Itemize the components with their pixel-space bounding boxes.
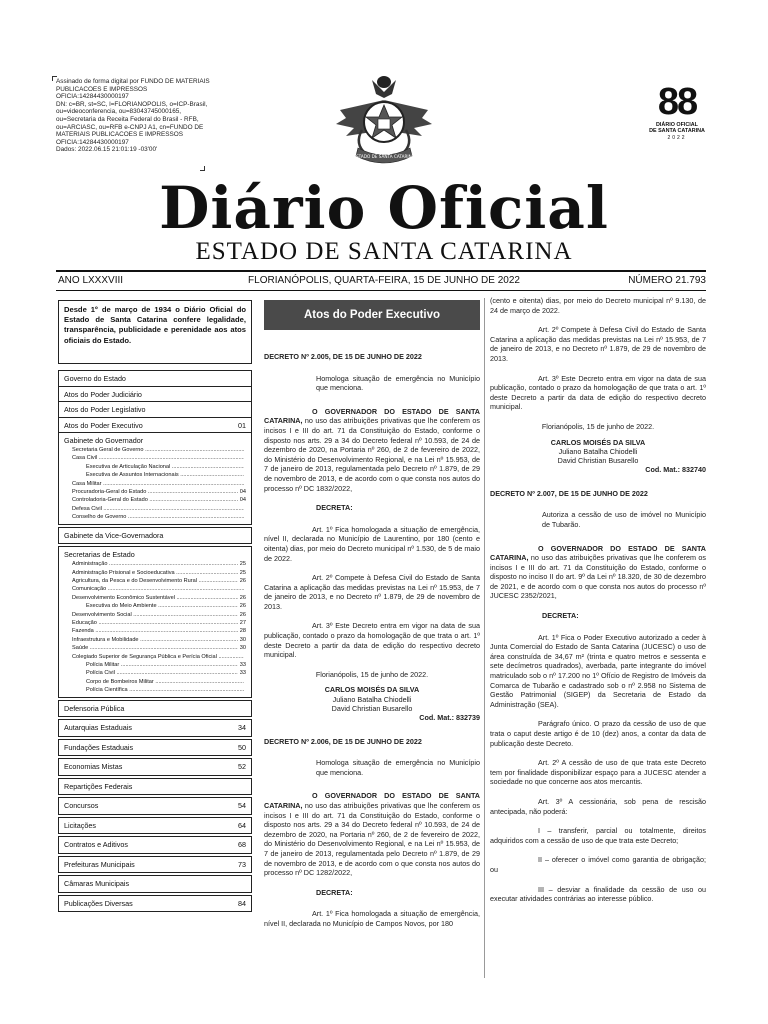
toc-label: Repartições Federais xyxy=(64,781,133,791)
toc-item-executivo[interactable] xyxy=(59,418,251,434)
decree-preamble xyxy=(264,407,480,493)
inciso-3: III – desviar a finalidade da cessão de uso ou executar atividades contrárias ao interesse público. xyxy=(490,884,706,904)
section-header-poder-executivo: Atos do Poder Executivo xyxy=(264,300,480,330)
paragrafo-unico: Parágrafo único. O prazo da cessão de uso de que trata o caput deste artigo é de 10 (dez) anos, a contar da data de publicação deste Decreto. xyxy=(490,719,706,748)
digital-signature-text: Assinado de forma digital por FUNDO DE MATERIAIS PUBLICACOES E IMPRESSOS OFICIA:14284430000197 DN: c=BR, st=SC, l=FLORIANOPOLIS, o=ICP-Brasil, ou=videoconferencia, ou=83043745000165, ou=Secretaria da Receita Federal do Brasil - RFB, ou=ARCIASC, ou=RFB e-CNPJ A1, cn=FUNDO DE MATERIAIS PUBLICACOES E IMPRESSOS OFICIA:14284430000197 Dados: 2022.06.15 21:01:19 -03'00' xyxy=(56,78,210,154)
state-coat-of-arms-icon xyxy=(332,70,436,166)
toc-subitem-label: Comunicação ..... xyxy=(72,585,244,593)
toc-subitem-page xyxy=(244,585,246,593)
toc-secretarias-list xyxy=(59,560,251,697)
right-column xyxy=(490,296,706,914)
toc-subitem-page xyxy=(244,513,246,521)
toc-subitem-page: 33 xyxy=(239,670,246,677)
toc-page: 73 xyxy=(238,859,246,869)
toc-subitem[interactable] xyxy=(64,678,246,686)
toc-box xyxy=(58,797,252,815)
toc-subitem-page xyxy=(244,446,246,454)
signer-3: David Christian Busarello xyxy=(557,455,639,465)
toc-item-governo[interactable] xyxy=(59,371,251,387)
toc-subitem[interactable] xyxy=(64,446,246,454)
toc-subitem-label: Executiva de Assuntos Internacionais ..... xyxy=(86,471,244,479)
middle-column xyxy=(264,300,480,939)
toc-item[interactable] xyxy=(59,896,251,912)
signer-governor: CARLOS MOISÉS DA SILVA xyxy=(550,437,646,447)
toc-label: Atos do Poder Legislativo xyxy=(64,405,146,414)
continued-text: (cento e oitenta) dias, por meio do Decreto municipal nº 9.130, de 24 de março de 2022. xyxy=(490,296,706,315)
toc-subitem[interactable] xyxy=(64,661,246,669)
toc-subitem-page: 26 xyxy=(239,577,246,584)
preamble-text: no uso das atribuições privativas que lhe conferem os incisos I e III do art. 71 da Constituição do Estado, conforme o disposto nos arts. 29 a 34 do Decreto federal nº 10.593, de 24 de dezembro de 2020, na Portaria nº 260, de 2 de fevereiro de 2022, do Ministério do Desenvolvimento Regional, e na Lei nº 15.953, de 7 de janeiro de 2013, regulamentada pelo Decreto nº 1.879, de 29 de novembro de 2013, e de acordo com o que consta nos autos do processo nº DC 1282/2022, xyxy=(264,801,480,878)
toc-item[interactable] xyxy=(59,857,251,873)
dateline: FLORIANÓPOLIS, QUARTA-FEIRA, 15 DE JUNHO DE 2022 xyxy=(248,275,520,286)
toc-label: Economias Mistas xyxy=(64,762,123,772)
toc-label: Fundações Estaduais xyxy=(64,742,134,752)
toc-subitem[interactable] xyxy=(64,619,246,627)
toc-subitem-page: 25 xyxy=(239,569,246,576)
toc-subitem-page: 04 xyxy=(239,489,246,496)
toc-subitem[interactable] xyxy=(64,454,246,462)
toc-box xyxy=(58,875,252,893)
crest-ribbon-text: ESTADO DE SANTA CATARINA xyxy=(353,154,415,159)
toc-box xyxy=(58,700,252,718)
toc-subitem[interactable] xyxy=(64,577,246,585)
toc-subitem-page: 26 xyxy=(239,594,246,601)
toc-subitem-label: Secretaria Geral de Governo ..... xyxy=(72,446,244,454)
toc-subitem-page xyxy=(244,653,246,661)
signature-corner-bottom xyxy=(200,166,205,171)
badge-line-2: DE SANTA CATARINA xyxy=(649,128,705,135)
toc-label: Autarquias Estaduais xyxy=(64,723,132,733)
toc-subitem[interactable] xyxy=(64,669,246,677)
toc-subitem-label: Executiva de Articulação Nacional ..... xyxy=(86,463,244,471)
badge-number: 88 xyxy=(657,81,697,123)
decree-ementa: Homologa situação de emergência no Município que menciona. xyxy=(316,373,480,393)
table-of-contents xyxy=(58,370,252,914)
toc-subitem-label: Polícia Científica ..... xyxy=(86,686,244,694)
toc-subitem-page: 26 xyxy=(239,603,246,610)
decree-preamble xyxy=(264,791,480,877)
toc-label: Defensoria Pública xyxy=(64,703,125,713)
article-3: Art. 3º Este Decreto entra em vigor na data de sua publicação, contado o prazo da homologação de que trata o art. 1º deste Decreto a partir da data de edição do respectivo decreto municipal. xyxy=(490,373,706,412)
toc-subitem-page: 33 xyxy=(239,662,246,669)
toc-subitem[interactable] xyxy=(64,602,246,610)
preamble-text: no uso das atribuições privativas que lhe conferem os incisos I e III do art. 71 da Constituição do Estado, conforme o disposto no inciso II do art. 9º da Lei nº 18.320, de 30 de dezembro de 2021, e de acordo com o que consta nos autos do processo nº JUCESC 2352/2021, xyxy=(490,553,706,601)
toc-subitem[interactable] xyxy=(64,471,246,479)
toc-subitem-page: 30 xyxy=(239,645,246,652)
toc-page: 50 xyxy=(238,742,246,752)
toc-label: Licitações xyxy=(64,820,96,830)
toc-box xyxy=(58,739,252,757)
toc-subitem-label: Colegiado Superior de Segurança Pública e Perícia Oficial ..... xyxy=(72,653,244,661)
toc-subitem[interactable] xyxy=(64,686,246,694)
toc-item[interactable] xyxy=(59,779,251,795)
signer-3: David Christian Busarello xyxy=(331,703,413,713)
toc-box xyxy=(58,778,252,796)
toc-subitem[interactable] xyxy=(64,594,246,602)
toc-label: Contratos e Aditivos xyxy=(64,840,128,850)
toc-subitem-label: Desenvolvimento Econômico Sustentável ..... xyxy=(72,594,238,602)
toc-label: Atos do Poder Executivo xyxy=(64,420,143,430)
decree-title: DECRETO Nº 2.005, DE 15 DE JUNHO DE 2022 xyxy=(264,352,422,361)
toc-page: 68 xyxy=(238,840,246,850)
toc-subitem-page xyxy=(244,471,246,479)
decree-title: DECRETO Nº 2.006, DE 15 DE JUNHO DE 2022 xyxy=(264,736,422,746)
toc-subitem[interactable] xyxy=(64,496,246,504)
toc-subitem[interactable] xyxy=(64,480,246,488)
toc-subitem[interactable] xyxy=(64,569,246,577)
toc-page: 84 xyxy=(238,898,246,908)
toc-subitem[interactable] xyxy=(64,636,246,644)
governor-heading: O GOVERNADOR DO ESTADO DE SANTA CATARINA, xyxy=(490,543,706,563)
inciso-1: I – transferir, parcial ou totalmente, direitos adquiridos com a cessão de uso de que trata este Decreto; xyxy=(490,826,706,845)
toc-item-legislativo[interactable] xyxy=(59,402,251,418)
toc-item[interactable] xyxy=(59,740,251,756)
toc-item[interactable] xyxy=(59,837,251,853)
toc-subitem-label: Corpo de Bombeiros Militar ..... xyxy=(86,678,244,686)
page-title: Diário Oficial xyxy=(159,174,609,242)
toc-bottom-list xyxy=(58,700,252,913)
toc-box xyxy=(58,856,252,874)
toc-subitem-page: 27 xyxy=(239,620,246,626)
signer-2: Juliano Batalha Chiodelli xyxy=(332,694,412,704)
toc-subitem-page xyxy=(244,678,246,686)
toc-item[interactable] xyxy=(59,720,251,736)
toc-subitem-page: 25 xyxy=(239,561,246,568)
decreta-label: DECRETA: xyxy=(542,611,579,621)
signature-block xyxy=(490,438,706,466)
decreta-label: DECRETA: xyxy=(316,503,353,513)
anniversary-badge xyxy=(648,82,706,148)
toc-subitem-page: 30 xyxy=(239,636,246,643)
article-1: Art. 1º Fica o Poder Executivo autorizado a ceder à Junta Comercial do Estado de Santa Catarina (JUCESC) o uso de área construída de 34,67 m² (trinta e quatro metros e sessenta e sete decímetros quadrados), averbada, parte integrante do imóvel matriculado sob o nº 17.200 no 1º Ofício de Registro de Imóveis da Comarca de Tubarão e cadastrado sob o nº 2.958 no Sistema de Gestão Patrimonial (SIGEP) da Secretaria de Estado da Administração (SEA). xyxy=(490,632,706,709)
toc-page: 01 xyxy=(238,420,246,430)
signer-2: Juliano Batalha Chiodelli xyxy=(558,446,638,456)
article-2: Art. 2º Compete à Defesa Civil do Estado de Santa Catarina a aplicação das medidas previstas na Lei nº 15.953, de 7 de janeiro de 2013, e no Decreto nº 1.879, de 29 de novembro de 2013. xyxy=(264,573,480,611)
toc-label: Câmaras Municipais xyxy=(64,879,130,889)
toc-label: Governo do Estado xyxy=(64,374,126,383)
toc-subitem-page xyxy=(244,505,246,513)
decreta-label: DECRETA: xyxy=(316,887,353,897)
toc-subitem[interactable] xyxy=(64,653,246,661)
article-2: Art. 2º Compete à Defesa Civil do Estado de Santa Catarina a aplicação das medidas previstas na Lei nº 15.953, de 7 de janeiro de 2013, e no Decreto nº 1.879, de 29 de novembro de 2013. xyxy=(490,325,706,363)
governor-heading: O GOVERNADOR DO ESTADO DE SANTA CATARINA, xyxy=(264,406,480,426)
toc-subitem-label: Conselho de Governo ..... xyxy=(72,513,244,521)
signer-governor: CARLOS MOISÉS DA SILVA xyxy=(324,685,420,695)
toc-box-vice xyxy=(58,527,252,545)
badge-line-3: 2022 xyxy=(667,134,687,141)
place-date: Florianópolis, 15 de junho de 2022. xyxy=(541,421,655,431)
badge-line-1: DIÁRIO OFICIAL xyxy=(656,122,698,128)
toc-subitem[interactable] xyxy=(64,560,246,568)
toc-subitem[interactable] xyxy=(64,505,246,513)
cod-mat: Cod. Mat.: 832739 xyxy=(419,713,480,723)
toc-subitem-label: Educação ..... xyxy=(72,619,238,627)
toc-item[interactable] xyxy=(59,876,251,892)
toc-subitem[interactable] xyxy=(64,644,246,652)
toc-subitem-label: Fazenda ..... xyxy=(72,627,238,635)
governor-heading: O GOVERNADOR DO ESTADO DE SANTA CATARINA, xyxy=(264,791,480,811)
decree-ementa: Autoriza a cessão de uso de imóvel no Município de Tubarão. xyxy=(542,510,706,529)
toc-subitem-page xyxy=(244,454,246,462)
toc-gabinete-list xyxy=(59,446,251,524)
toc-subitem[interactable] xyxy=(64,611,246,619)
toc-page: 34 xyxy=(238,723,246,733)
toc-item[interactable] xyxy=(59,798,251,814)
toc-subitem-label: Agricultura, da Pesca e do Desenvolvimento Rural ..... xyxy=(72,577,238,585)
toc-subitem-page xyxy=(244,480,246,488)
toc-subitem-label: Controladoria-Geral do Estado ..... xyxy=(72,496,238,504)
toc-item-judiciario[interactable] xyxy=(59,387,251,403)
decree-ementa: Homologa situação de emergência no Município que menciona. xyxy=(316,758,480,777)
toc-label: Prefeituras Municipais xyxy=(64,859,135,869)
article-3: Art. 3º Este Decreto entra em vigor na data de sua publicação, contado o prazo da homologação de que trata o art. 1º deste Decreto a partir da data de edição do respectivo decreto municipal. xyxy=(264,621,480,660)
article-1: Art. 1º Fica homologada a situação de emergência, nível II, declarada no Município de Laurentino, por 180 (cento e oitenta) dias, por meio do Decreto municipal nº 1.530, de 5 de maio de 2022. xyxy=(264,524,480,563)
intro-box: Desde 1º de março de 1934 o Diário Oficial do Estado de Santa Catarina confere legalidade, transparência, publicidade e perenidade aos atos oficiais do Estado. xyxy=(58,300,252,364)
toc-subitem-page: 26 xyxy=(239,611,246,618)
toc-subitem-label: Executiva do Meio Ambiente ..... xyxy=(86,602,238,610)
toc-subitem[interactable] xyxy=(64,585,246,593)
toc-subitem-label: Defesa Civil ..... xyxy=(72,505,244,513)
toc-item[interactable] xyxy=(59,701,251,717)
toc-subitem-label: Polícia Militar ..... xyxy=(86,661,238,669)
toc-subitem-label: Desenvolvimento Social ..... xyxy=(72,611,238,619)
toc-page: 64 xyxy=(238,820,246,830)
toc-subitem[interactable] xyxy=(64,627,246,635)
toc-subitem-label: Casa Militar ..... xyxy=(72,480,244,488)
toc-box xyxy=(58,758,252,776)
toc-subitem-label: Administração Prisional e Socioeducativa ..... xyxy=(72,569,238,577)
masthead-rule-bottom xyxy=(56,290,706,291)
toc-item[interactable] xyxy=(59,818,251,834)
edition-year: ANO LXXXVIII xyxy=(58,275,124,286)
toc-subitem-label: Administração ..... xyxy=(72,560,238,568)
article-3: Art. 3º A cessionária, sob pena de rescisão antecipada, não poderá: xyxy=(490,796,706,816)
toc-item-vice[interactable] xyxy=(59,528,251,544)
decree-title: DECRETO Nº 2.007, DE 15 DE JUNHO DE 2022 xyxy=(490,488,648,498)
toc-label: Gabinete da Vice-Governadora xyxy=(64,530,164,540)
toc-subitem[interactable] xyxy=(64,488,246,496)
toc-page: 52 xyxy=(238,762,246,772)
toc-label: Atos do Poder Judiciário xyxy=(64,389,142,399)
page-subtitle: ESTADO DE SANTA CATARINA xyxy=(195,238,573,265)
toc-subitem-page: 28 xyxy=(239,628,246,635)
toc-box xyxy=(58,895,252,913)
decree-preamble xyxy=(490,544,706,602)
toc-subitem[interactable] xyxy=(64,513,246,521)
preamble-text: no uso das atribuições privativas que lhe conferem os incisos I e III do art. 71 da Constituição do Estado, conforme o disposto nos arts. 29 a 34 do Decreto federal nº 10.593, de 24 de dezembro de 2020, na Portaria nº 260, de 2 de fevereiro de 2022, do Ministério do Desenvolvimento Regional, e na Lei nº 15.953, de 7 de janeiro de 2013, regulamentada pelo Decreto nº 1.879, de 29 de novembro de 2013, e de acordo com o que consta nos autos do processo nº DC 1832/2022, xyxy=(264,416,480,493)
article-1: Art. 1º Fica homologada a situação de emergência, nível II, declarada no Município de Campos Novos, por 180 xyxy=(264,909,480,928)
inciso-2: II – oferecer o imóvel como garantia de obrigação; ou xyxy=(490,855,706,874)
toc-page: 54 xyxy=(238,801,246,811)
toc-label: Publicações Diversas xyxy=(64,898,133,908)
signature-block xyxy=(264,685,480,713)
toc-subitem-label: Casa Civil ..... xyxy=(72,454,244,462)
toc-box-secretarias xyxy=(58,546,252,698)
toc-subitem-page xyxy=(244,686,246,694)
toc-item[interactable] xyxy=(59,759,251,775)
toc-subitem-page xyxy=(244,463,246,471)
toc-subitem-label: Polícia Civil ..... xyxy=(86,669,238,677)
place-date: Florianópolis, 15 de junho de 2022. xyxy=(315,669,429,679)
edition-number: NÚMERO 21.793 xyxy=(628,275,706,286)
cod-mat: Cod. Mat.: 832740 xyxy=(645,465,706,475)
toc-subitem-label: Infraestrutura e Mobilidade ..... xyxy=(72,636,238,644)
toc-label: Concursos xyxy=(64,801,99,811)
toc-box-main xyxy=(58,370,252,525)
masthead-rule-top xyxy=(56,270,706,272)
toc-section-gabinete[interactable]: Gabinete do Governador xyxy=(64,436,144,445)
column-divider xyxy=(484,298,485,978)
toc-subitem-label: Saúde ..... xyxy=(72,644,238,652)
toc-box xyxy=(58,817,252,835)
toc-section-secretarias[interactable]: Secretarias de Estado xyxy=(64,550,135,560)
article-2: Art. 2º A cessão de uso de que trata este Decreto tem por finalidade disponibilizar espaço para a JUCESC atender a sociedade no que concerne aos atos mercantis. xyxy=(490,758,706,787)
toc-box xyxy=(58,836,252,854)
toc-subitem[interactable] xyxy=(64,463,246,471)
toc-box xyxy=(58,719,252,737)
toc-subitem-label: Procuradoria-Geral do Estado ..... xyxy=(72,488,238,496)
toc-subitem-page: 04 xyxy=(239,497,246,504)
